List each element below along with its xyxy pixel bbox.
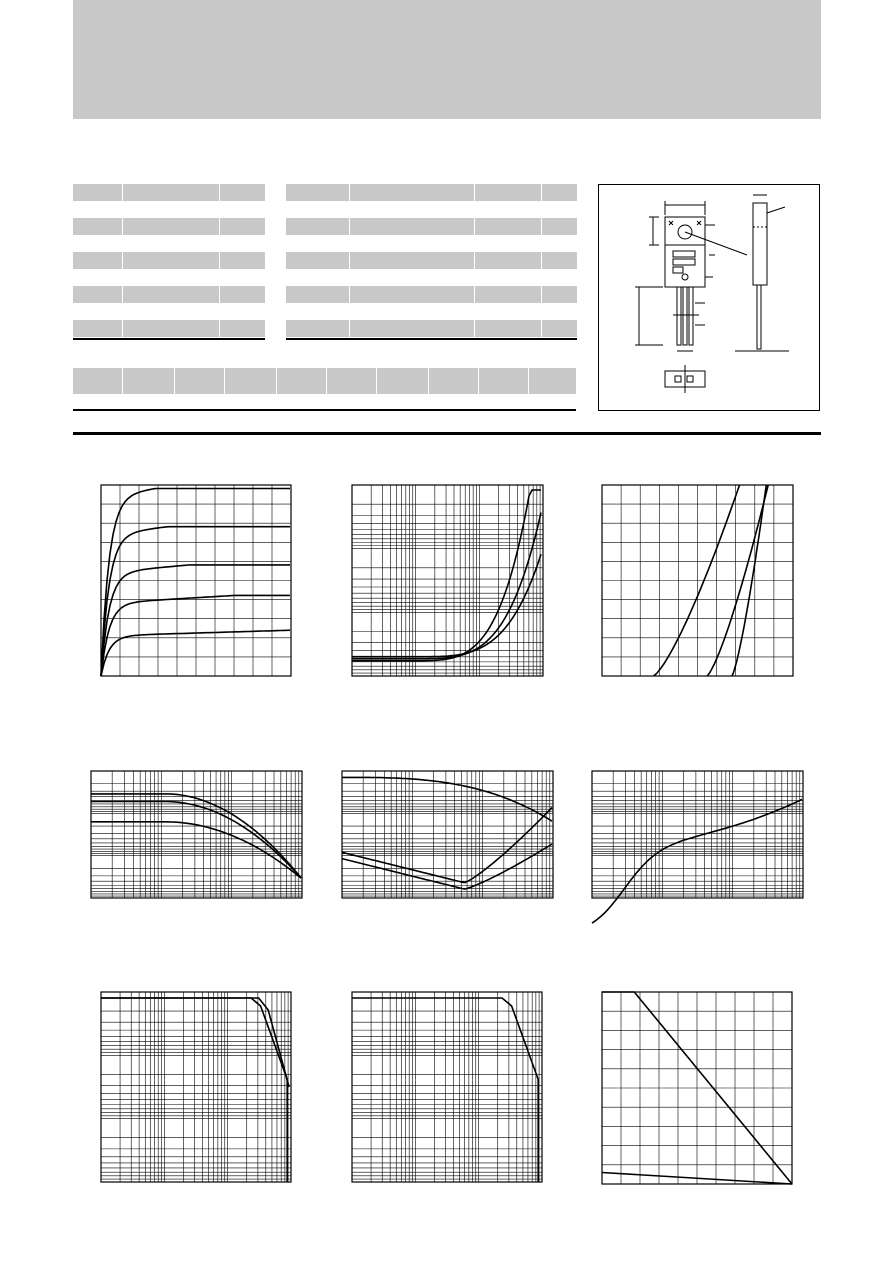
c5-series-1	[342, 808, 552, 883]
ratings-table-rule	[73, 338, 265, 340]
classification-table	[73, 368, 576, 411]
section-divider	[73, 432, 821, 435]
chart-c9	[602, 992, 792, 1184]
c1-series-1	[101, 527, 290, 676]
chart-c2	[352, 485, 543, 676]
chart-c1-svg	[101, 485, 291, 676]
c7-plot-frame	[101, 992, 291, 1182]
chart-c7-svg	[101, 992, 291, 1182]
chart-c9-svg	[602, 992, 792, 1184]
chart-c1	[101, 485, 291, 676]
chart-c3	[602, 485, 793, 676]
chart-c7	[101, 992, 291, 1182]
c4-series-1	[91, 802, 301, 878]
ratings-table	[73, 184, 265, 337]
header-band	[73, 0, 821, 119]
chart-c3-svg	[602, 485, 793, 676]
c1-series-2	[101, 565, 290, 676]
chart-c4	[91, 771, 302, 898]
classification-table-rule	[73, 409, 576, 411]
c6-plot-frame	[592, 771, 803, 898]
chart-c2-svg	[352, 485, 543, 676]
c4-plot-frame	[91, 771, 302, 898]
chart-c8-svg	[352, 992, 542, 1182]
c5-series-2	[342, 844, 552, 889]
chart-c4-svg	[91, 771, 302, 898]
chart-c5	[342, 771, 553, 898]
chart-c5-svg	[342, 771, 553, 898]
c1-series-4	[101, 630, 290, 676]
characteristics-table-rule	[286, 338, 577, 340]
c6-series-0	[592, 799, 802, 923]
chart-c8	[352, 992, 542, 1182]
c8-series-0	[352, 998, 538, 1182]
c7-series-0	[101, 998, 287, 1182]
c1-series-0	[101, 489, 290, 677]
package-outline-drawing	[599, 185, 819, 410]
characteristics-table	[286, 184, 577, 337]
c4-series-2	[91, 822, 301, 878]
c2-plot-frame	[352, 485, 543, 676]
c4-series-0	[91, 794, 301, 878]
chart-c6-svg	[592, 771, 803, 898]
chart-c6	[592, 771, 803, 898]
package-outline-box	[598, 184, 820, 411]
c8-plot-frame	[352, 992, 542, 1182]
